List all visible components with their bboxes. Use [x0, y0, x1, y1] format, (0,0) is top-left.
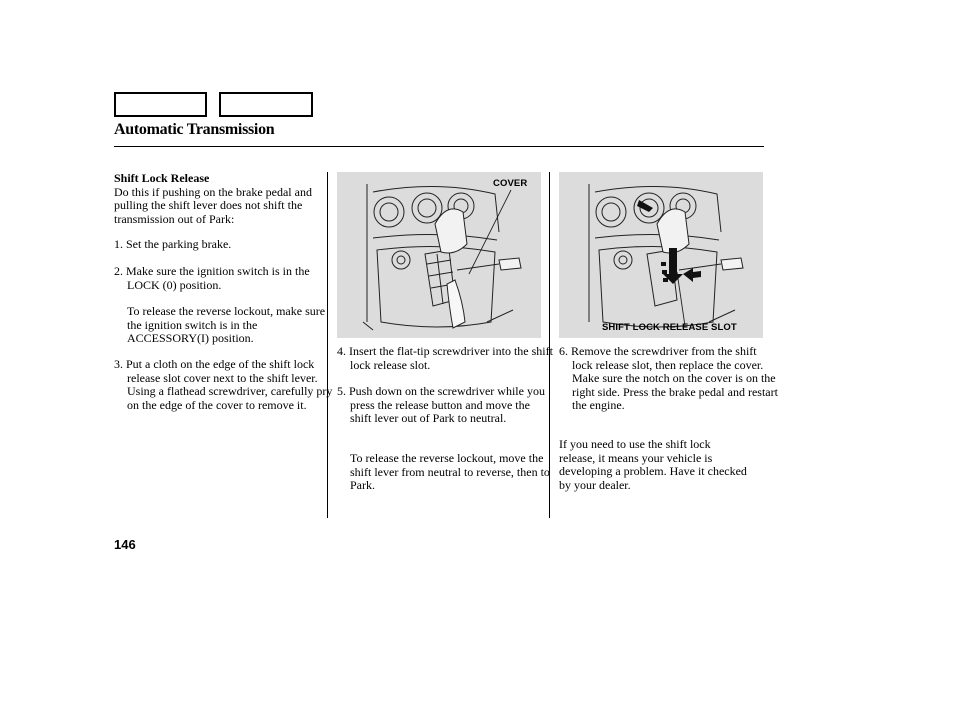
step-2: 2. Make sure the ignition switch is in the LOCK (0) position. [114, 264, 310, 292]
section-heading: Shift Lock Release [114, 171, 210, 185]
step-5-note: To release the reverse lockout, move the shift lever from neutral to reverse, then to Park. [350, 451, 550, 492]
step-2-note: To release the reverse lockout, make sure the ignition switch is in the ACCESSORY(I) position. [127, 304, 326, 345]
section-intro [114, 172, 324, 226]
shift-lock-release-slot-label: SHIFT LOCK RELEASE SLOT [602, 322, 737, 333]
step-1: 1. Set the parking brake. [114, 237, 232, 251]
shift-lock-slot-illustration [559, 172, 763, 338]
step-6: 6. Remove the screwdriver from the shift lock release slot, then replace the cover. Make sure the notch on the cover is on the right side. Press the brake pedal and restart the engine. [559, 344, 778, 412]
step-5: 5. Push down on the screwdriver while you press the release button and move the shift lever out of Park to neutral. [337, 384, 545, 425]
title-rule [114, 146, 764, 147]
page-title: Automatic Transmission [114, 121, 275, 138]
nav-box-right[interactable] [219, 92, 313, 117]
step-4: 4. Insert the flat-tip screwdriver into the shift lock release slot. [337, 344, 553, 372]
dealer-note: If you need to use the shift lock release, it means your vehicle is developing a problem. Have it checked by your dealer. [559, 437, 747, 492]
figure-shift-lock-release-slot [559, 172, 763, 338]
page-number: 146 [114, 537, 136, 552]
figure-cover [337, 172, 541, 338]
cover-label: COVER [493, 178, 528, 189]
intro-text: Do this if pushing on the brake pedal and pulling the shift lever does not shift the transmission out of Park: [114, 184, 312, 226]
shifter-cover-illustration [337, 172, 541, 338]
nav-box-left[interactable] [114, 92, 207, 117]
step-3: 3. Put a cloth on the edge of the shift lock release slot cover next to the shift lever. Using a flathead screwdriver, carefully pry on the edge of the cover to remove it. [114, 357, 333, 412]
